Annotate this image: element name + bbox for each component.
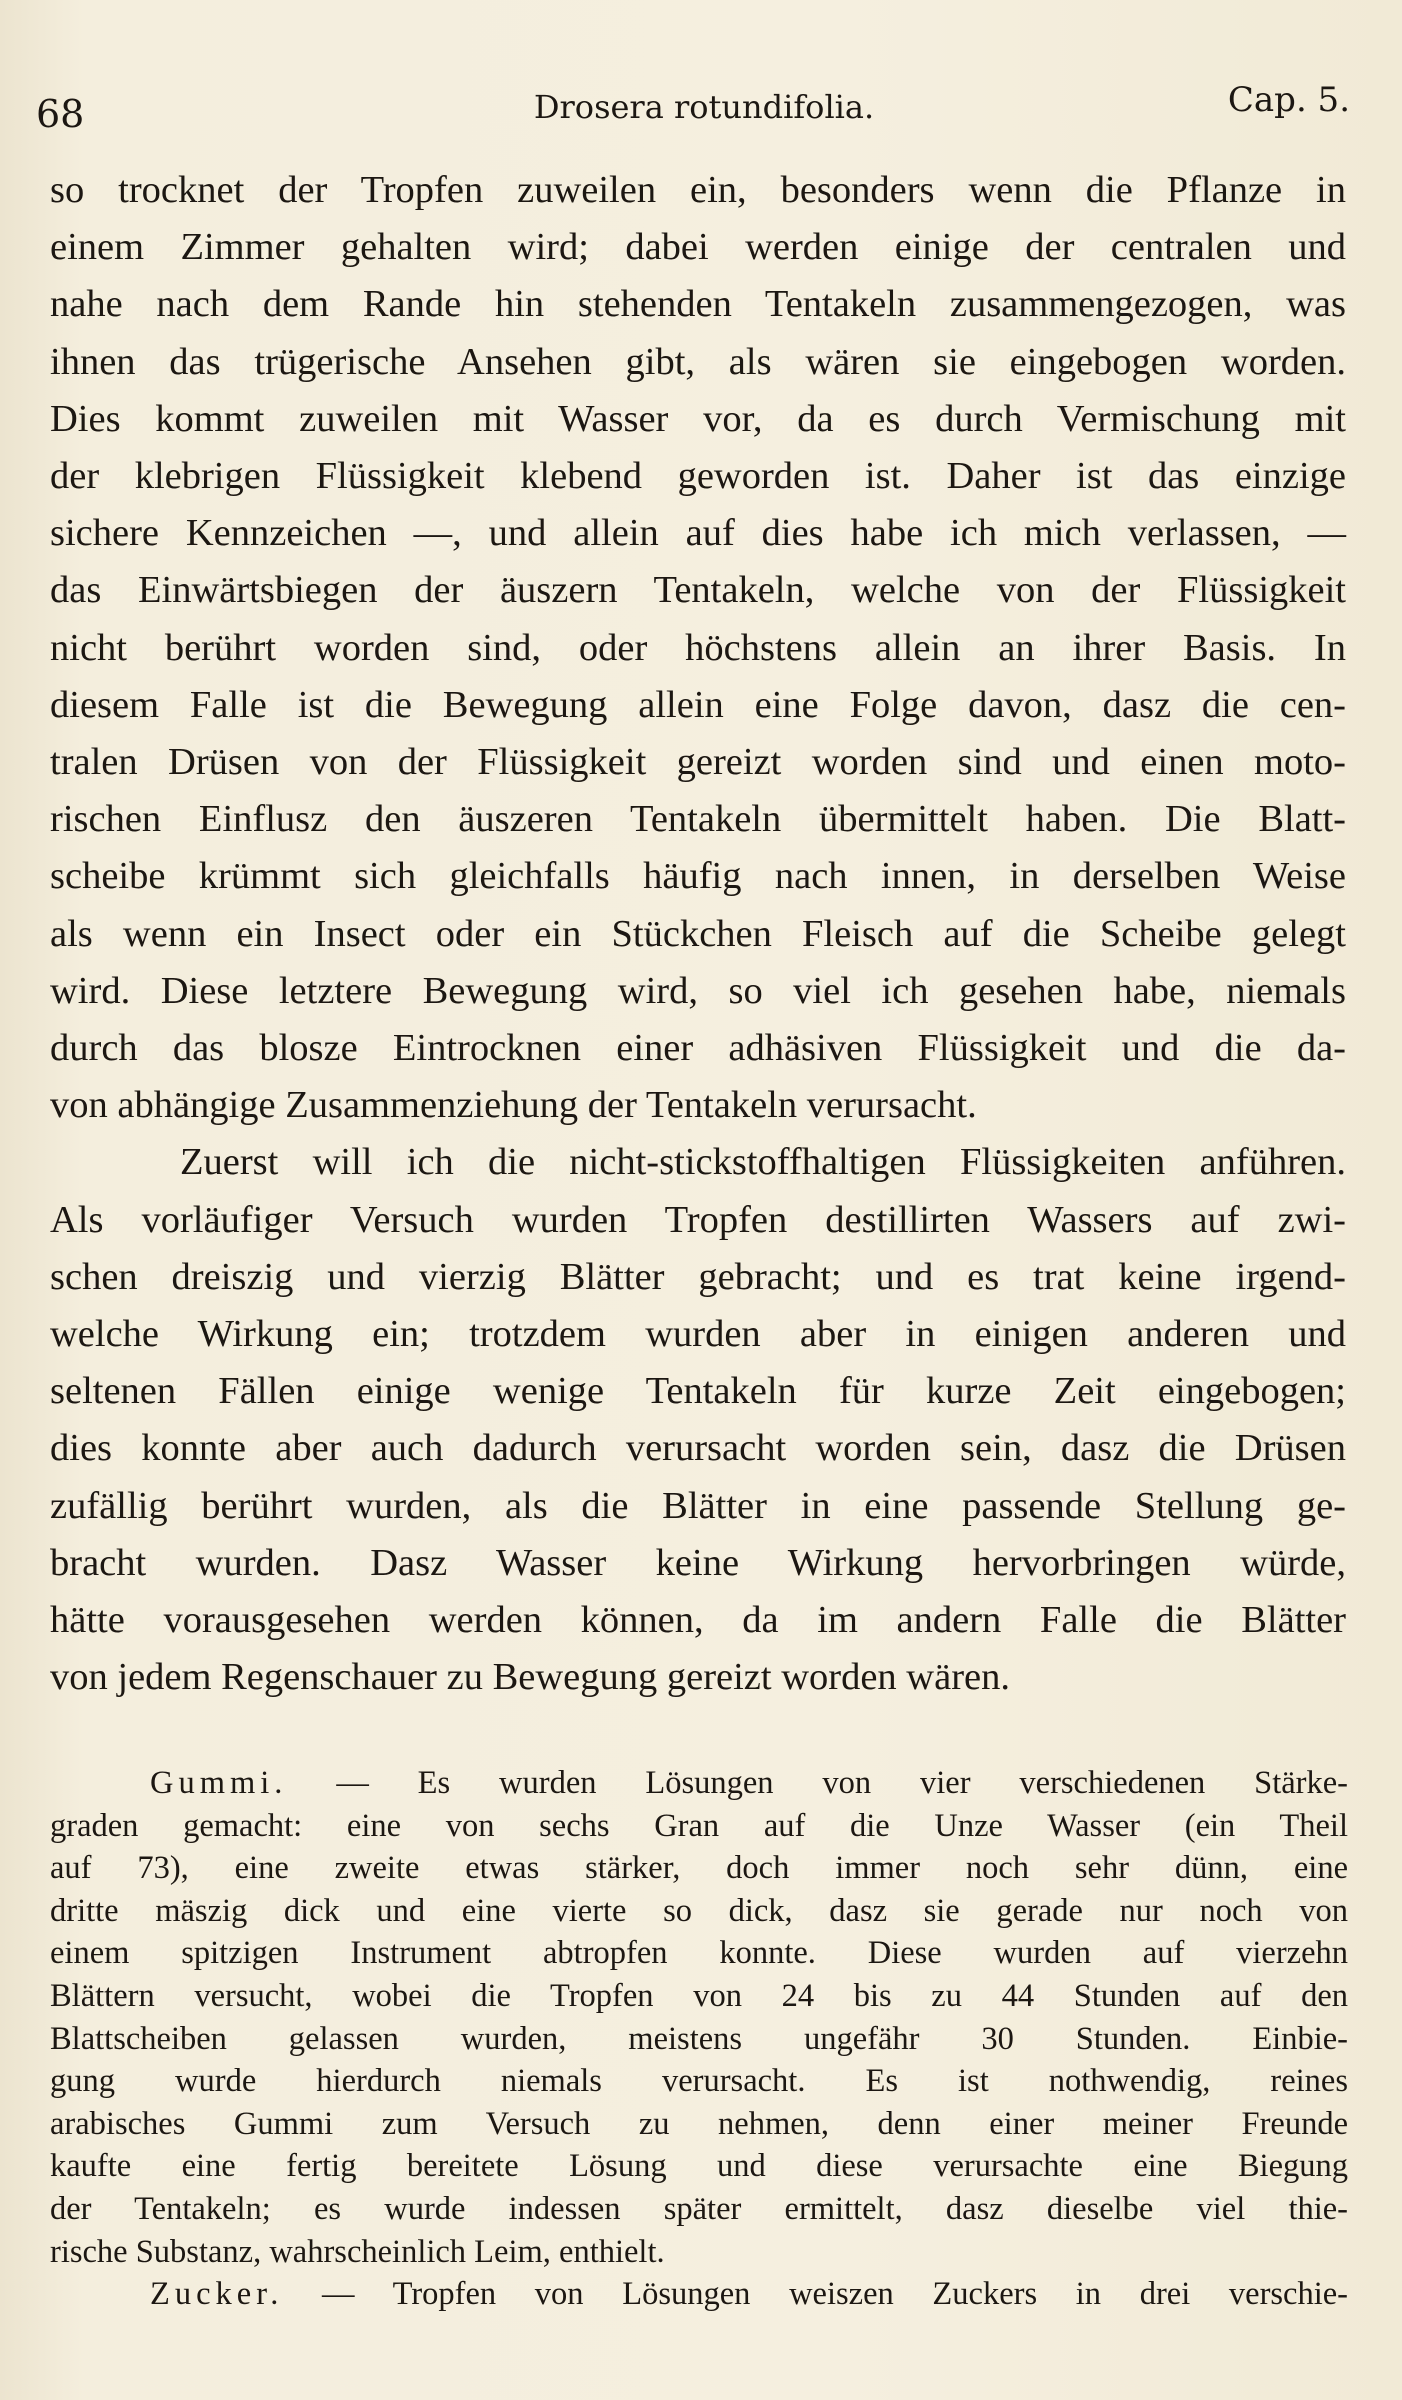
text-line: der Tentakeln; es wurde indessen später ermittelt, dasz dieselbe viel thie- (50, 2190, 1348, 2227)
text-line: einem Zimmer gehalten wird; dabei werden einige der centralen und (50, 226, 1346, 269)
text-line: schen dreiszig und vierzig Blätter gebracht; und es trat keine irgend- (50, 1255, 1346, 1298)
text-line: von jedem Regenschauer zu Bewegung gereizt worden wären. (50, 1656, 1010, 1699)
text-line: sichere Kennzeichen —, und allein auf dies habe ich mich verlassen, — (50, 512, 1346, 555)
gummi-section (50, 1762, 1348, 2316)
page-number: 68 (36, 92, 85, 136)
text-line: auf 73), eine zweite etwas stärker, doch immer noch sehr dünn, eine (50, 1850, 1348, 1887)
text-line: das Einwärtsbiegen der äuszern Tentakeln, welche von der Flüssigkeit (50, 569, 1346, 612)
text-line: der klebrigen Flüssigkeit klebend geworden ist. Daher ist das einzige (50, 455, 1346, 498)
text-line: von abhängige Zusammenziehung der Tentakeln verursacht. (50, 1084, 977, 1127)
text-line: Dies kommt zuweilen mit Wasser vor, da es durch Vermischung mit (50, 397, 1346, 440)
text-line: seltenen Fällen einige wenige Tentakeln für kurze Zeit eingebogen; (50, 1370, 1346, 1413)
zucker-line: — Tropfen von Lösungen weiszen Zuckers in drei verschie- (322, 2276, 1348, 2313)
text-line: wird. Diese letztere Bewegung wird, so viel ich gesehen habe, niemals (50, 969, 1346, 1012)
text-line: welche Wirkung ein; trotzdem wurden aber in einigen anderen und (50, 1313, 1346, 1356)
text-line: rischen Einflusz den äuszeren Tentakeln übermittelt haben. Die Blatt- (50, 798, 1346, 841)
text-line: rische Substanz, wahrscheinlich Leim, enthielt. (50, 2233, 665, 2270)
text-line: Als vorläufiger Versuch wurden Tropfen destillirten Wassers auf zwi- (50, 1198, 1346, 1241)
gummi-term: Gummi. (150, 1765, 288, 1801)
text-line: Blattscheiben gelassen wurden, meistens ungefähr 30 Stunden. Einbie- (50, 2020, 1348, 2057)
text-line: als wenn ein Insect oder ein Stückchen Fleisch auf die Scheibe gelegt (50, 912, 1346, 955)
text-line: zufällig berührt wurden, als die Blätter in eine passende Stellung ge- (50, 1484, 1346, 1527)
text-line: Zuerst will ich die nicht-stickstoffhaltigen Flüssigkeiten anführen. (180, 1141, 1346, 1184)
text-line (50, 1762, 1348, 1805)
chapter-label: Cap. 5. (1227, 80, 1350, 120)
main-text-block (50, 162, 1346, 1706)
text-line: durch das blosze Eintrocknen einer adhäsiven Flüssigkeit und die da- (50, 1027, 1346, 1070)
text-line: so trocknet der Tropfen zuweilen ein, besonders wenn die Pflanze in (50, 169, 1346, 211)
text-line: ihnen das trügerische Ansehen gibt, als wären sie eingebogen worden. (50, 340, 1346, 383)
text-line: dies konnte aber auch dadurch verursacht worden sein, dasz die Drüsen (50, 1427, 1346, 1470)
text-line: diesem Falle ist die Bewegung allein eine Folge davon, dasz die cen- (50, 683, 1346, 726)
text-line: arabisches Gummi zum Versuch zu nehmen, denn einer meiner Freunde (50, 2105, 1348, 2142)
text-line: tralen Drüsen von der Flüssigkeit gereizt worden sind und einen moto- (50, 741, 1346, 784)
text-line: nicht berührt worden sind, oder höchstens allein an ihrer Basis. In (50, 626, 1346, 669)
running-title: Drosera rotundifolia. (533, 88, 875, 126)
text-line: scheibe krümmt sich gleichfalls häufig nach innen, in derselben Weise (50, 855, 1346, 898)
page-header (36, 78, 1372, 138)
gummi-line-0: — Es wurden Lösungen von vier verschiedenen Stärke- (336, 1765, 1349, 1801)
text-line: dritte mäszig dick und eine vierte so dick, dasz sie gerade nur noch von (50, 1892, 1348, 1929)
zucker-term: Zucker. (150, 2276, 284, 2313)
text-line: Blättern versucht, wobei die Tropfen von 24 bis zu 44 Stunden auf den (50, 1977, 1348, 2014)
text-line: gung wurde hierdurch niemals verursacht. Es ist nothwendig, reines (50, 2063, 1348, 2100)
text-line: hätte vorausgesehen werden können, da im andern Falle die Blätter (50, 1599, 1346, 1642)
text-line: kaufte eine fertig bereitete Lösung und diese verursachte eine Biegung (50, 2148, 1348, 2185)
text-line: bracht wurden. Dasz Wasser keine Wirkung hervorbringen würde, (50, 1541, 1346, 1584)
text-line: nahe nach dem Rande hin stehenden Tentakeln zusammengezogen, was (50, 283, 1346, 326)
text-line (50, 2273, 1348, 2316)
text-line: graden gemacht: eine von sechs Gran auf die Unze Wasser (ein Theil (50, 1807, 1348, 1844)
text-line: einem spitzigen Instrument abtropfen konnte. Diese wurden auf vierzehn (50, 1935, 1348, 1972)
